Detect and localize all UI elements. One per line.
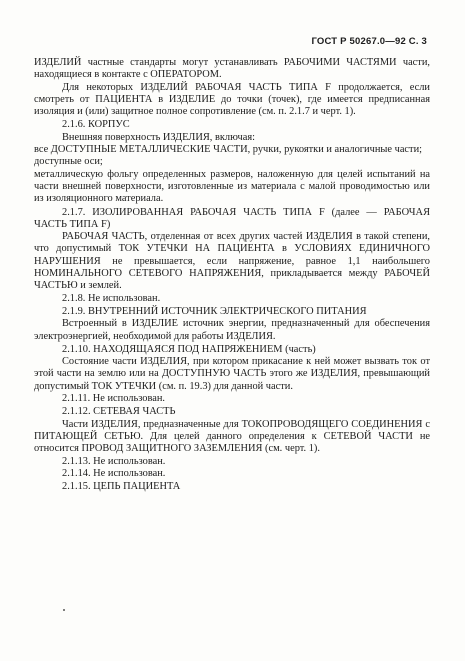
list-item-metal-foil: металлическую фольгу определенных размеров, наложенную для целей испытаний на части внешней поверхности, изготовленные из материала с малой проводимостью или из изоляционного материала. [34,168,430,205]
paragraph-operator-parts: ИЗДЕЛИЙ частные стандарты могут устанавливать РАБОЧИМИ ЧАСТЯМИ части, находящиеся в контакте с ОПЕРАТОРОМ. [34,57,430,81]
list-item-metal-parts: все ДОСТУПНЫЕ МЕТАЛЛИЧЕСКИЕ ЧАСТИ, ручки, рукоятки и аналогичные части; [34,144,423,156]
section-2-1-10-heading: 2.1.10. НАХОДЯЩАЯСЯ ПОД НАПРЯЖЕНИЕМ (часть) [62,343,316,355]
list-item-shafts: доступные оси; [34,156,103,168]
body-text [34,57,430,493]
running-header: ГОСТ Р 50267.0—92 С. 3 [311,36,427,47]
section-2-1-8: 2.1.8. Не использован. [62,292,161,304]
paragraph-live-part-definition: Состояние части ИЗДЕЛИЯ, при котором прикасание к ней может вызвать ток от этой части на землю или на ДОСТУПНУЮ ЧАСТЬ этого же ИЗДЕЛИЯ, превышающий допустимый ТОК УТЕЧКИ (см. п. 19.3) для данной части. [34,356,430,392]
section-2-1-9-heading: 2.1.9. ВНУТРЕННИЙ ИСТОЧНИК ЭЛЕКТРИЧЕСКОГО ПИТАНИЯ [62,305,367,317]
section-2-1-13: 2.1.13. Не использован. [62,455,166,467]
paragraph-type-f-extent: Для некоторых ИЗДЕЛИЙ РАБОЧАЯ ЧАСТЬ ТИПА F продолжается, если смотреть от ПАЦИЕНТА в ИЗДЕЛИЕ до точки (точек), где имеется предписанная изоляция и (или) защитное полное сопротивление (см. п. 2.1.7 и черт. 1). [34,81,430,118]
section-2-1-6-heading: 2.1.6. КОРПУС [62,119,130,131]
paragraph-mains-part-definition: Части ИЗДЕЛИЯ, предназначенные для ТОКОПРОВОДЯЩЕГО СОЕДИНЕНИЯ с ПИТАЮЩЕЙ СЕТЬЮ. Для целей данного определения к СЕТЕВОЙ ЧАСТИ не относится ПРОВОД ЗАЩИТНОГО ЗАЗЕМЛЕНИЯ (см. черт. 1). [34,418,430,455]
section-2-1-15-heading: 2.1.15. ЦЕПЬ ПАЦИЕНТА [62,481,181,493]
page-speck [63,609,65,611]
paragraph-enclosure-intro: Внешняя поверхность ИЗДЕЛИЯ, включая: [62,131,255,143]
section-2-1-11: 2.1.11. Не использован. [62,393,165,405]
section-2-1-14: 2.1.14. Не использован. [62,467,166,479]
paragraph-type-f-definition: РАБОЧАЯ ЧАСТЬ, отделенная от всех других частей ИЗДЕЛИЯ в такой степени, что допустимый ТОК УТЕЧКИ НА ПАЦИЕНТА в УСЛОВИЯХ ЕДИНИЧНОГО НАРУШЕНИЯ не превышается, если напряжение, равное 1,1 наибольшего НОМИНАЛЬНОГО СЕТЕВОГО НАПРЯЖЕНИЯ, прикладывается между РАБОЧЕЙ ЧАСТЬЮ и землей. [34,231,430,292]
section-2-1-7-heading: 2.1.7. ИЗОЛИРОВАННАЯ РАБОЧАЯ ЧАСТЬ ТИПА F (далее — РАБОЧАЯ ЧАСТЬ ТИПА F) [34,206,430,230]
paragraph-internal-source-definition: Встроенный в ИЗДЕЛИЕ источник энергии, предназначенный для обеспечения электроэнергией, необходимой для работы ИЗДЕЛИЯ. [34,318,430,342]
section-2-1-12-heading: 2.1.12. СЕТЕВАЯ ЧАСТЬ [62,406,176,418]
